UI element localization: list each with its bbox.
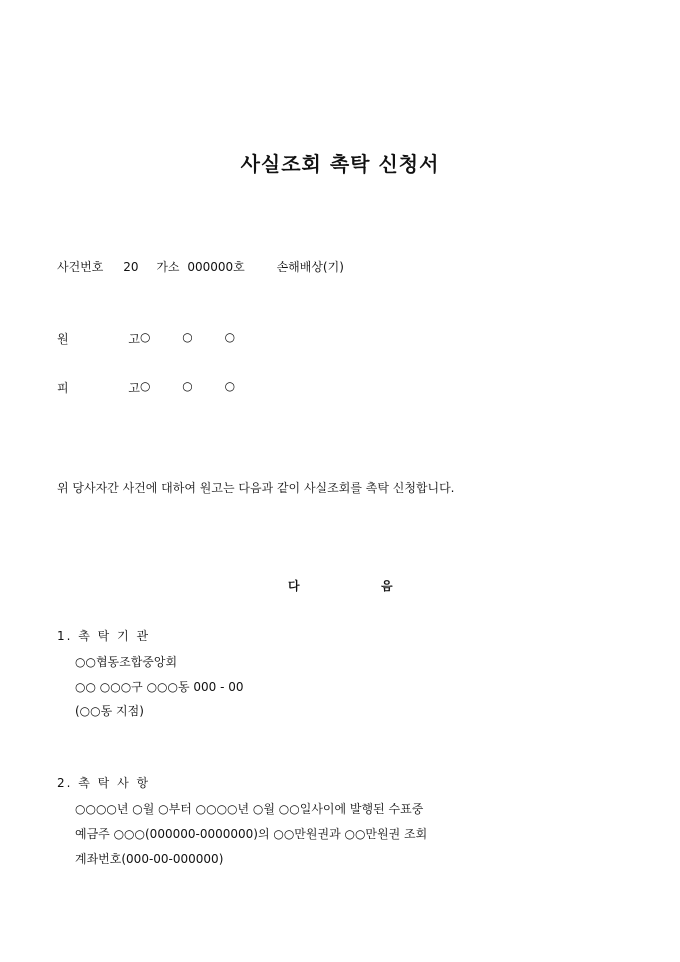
- document-title: 사실조회 촉탁 신청서: [240, 152, 440, 176]
- defendant-name: ○ ○ ○: [140, 379, 250, 393]
- case-year: 20: [123, 260, 139, 274]
- case-number-line: [57, 258, 344, 275]
- plaintiff-label: 원 고: [57, 332, 168, 346]
- section-1-line: ○○협동조합중앙회: [75, 655, 178, 669]
- section-1-line: (○○동 지점): [75, 704, 144, 718]
- section-2-title: 2. 촉 탁 사 항: [57, 776, 151, 790]
- section-2-line: 예금주 ○○○(000000-0000000)의 ○○만원권과 ○○만원권 조회: [75, 827, 428, 841]
- case-type: 가소: [156, 260, 180, 274]
- request-statement: 위 당사자간 사건에 대하여 원고는 다음과 같이 사실조회를 촉탁 신청합니다.: [57, 481, 455, 495]
- heading-eum: 음: [381, 579, 393, 593]
- plaintiff-name: ○ ○ ○: [140, 330, 250, 344]
- case-name: 손해배상(기): [276, 260, 344, 274]
- defendant-label: 피 고: [57, 381, 168, 395]
- case-number-value: 000000호: [187, 260, 245, 274]
- section-2-line: ○○○○년 ○월 ○부터 ○○○○년 ○월 ○○일사이에 발행된 수표중: [75, 802, 424, 816]
- section-1-title: 1. 촉 탁 기 관: [57, 629, 151, 643]
- section-1-line: ○○ ○○○구 ○○○동 000 - 00: [75, 680, 244, 694]
- section-2-line: 계좌번호(000-00-000000): [75, 852, 224, 866]
- heading-da: 다: [288, 579, 300, 593]
- case-number-label: 사건번호: [57, 260, 104, 274]
